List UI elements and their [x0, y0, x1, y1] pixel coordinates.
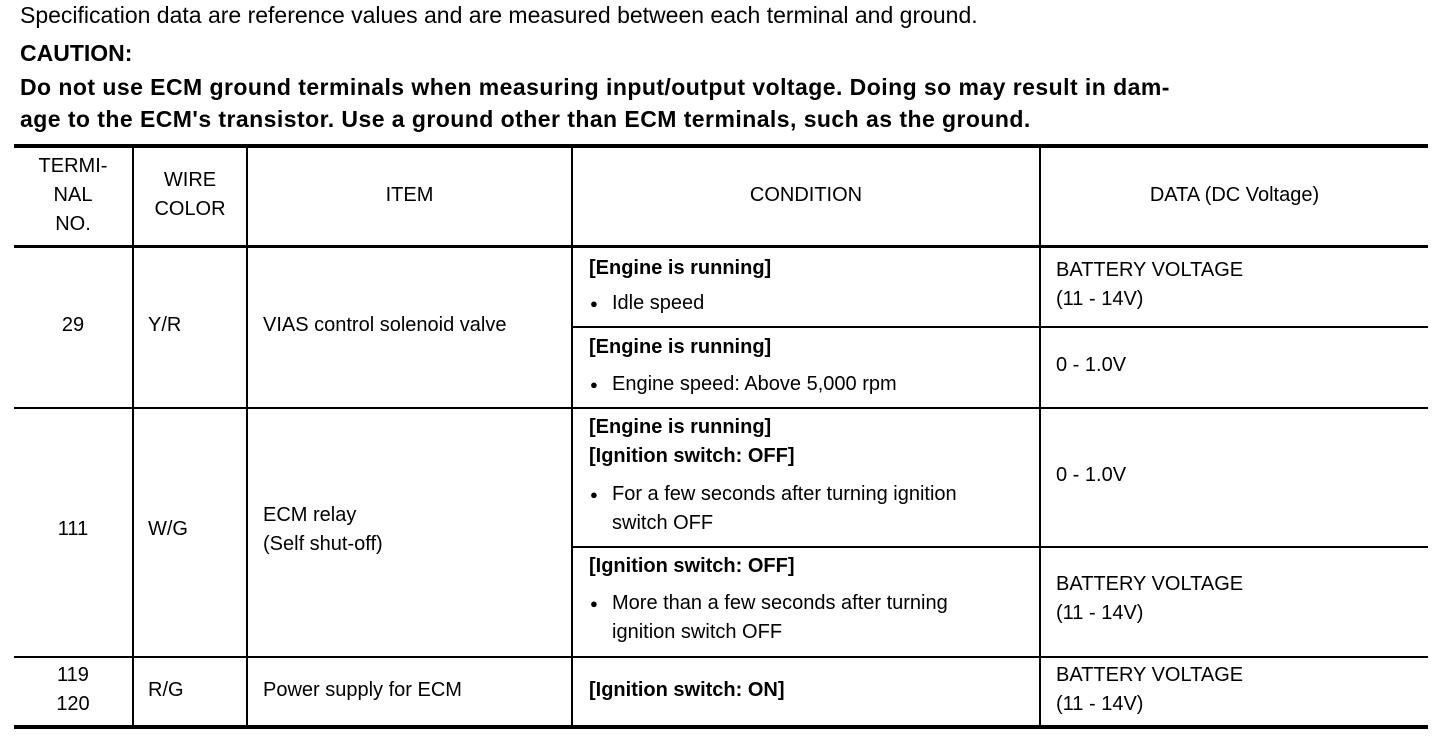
data-value: 0 - 1.0V: [1056, 464, 1127, 486]
rule: [132, 148, 134, 726]
data-value: 0 - 1.0V: [1056, 354, 1127, 376]
caution-line-1: Do not use ECM ground terminals when measuring input/output voltage. Doing so may result in dam-: [20, 74, 1170, 100]
condition-bullet: ● For a few seconds after turning ignition switch OFF: [612, 480, 957, 538]
condition-head: [Ignition switch: OFF]: [589, 555, 795, 577]
condition-head: [Engine is running]: [589, 257, 772, 279]
wire-color: R/G: [148, 679, 184, 701]
data-value: BATTERY VOLTAGE (11 - 14V): [1056, 664, 1244, 715]
header-item: ITEM: [385, 184, 434, 206]
condition-head: [Ignition switch: ON]: [589, 679, 785, 701]
item: VIAS control solenoid valve: [263, 314, 507, 336]
rule: [1039, 148, 1041, 726]
intro-text: Specification data are reference values and are measured between each terminal and ground.: [20, 2, 978, 28]
rule: [14, 656, 1428, 658]
rule: [572, 546, 1428, 548]
rule: [14, 725, 1428, 729]
wire-color: Y/R: [148, 314, 182, 336]
data-value: BATTERY VOLTAGE (11 - 14V): [1056, 259, 1244, 310]
terminal-no: 111: [57, 518, 89, 540]
header-condition: CONDITION: [749, 184, 863, 206]
wire-color: W/G: [148, 518, 188, 540]
rule: [571, 148, 573, 726]
header-wire-color: WIRE COLOR: [154, 169, 226, 220]
header-data: DATA (DC Voltage): [1149, 184, 1320, 206]
item: Power supply for ECM: [263, 679, 462, 701]
condition-head: [Engine is running] [Ignition switch: OFF]: [589, 416, 795, 467]
terminal-no: 29: [61, 314, 85, 336]
condition-head: [Engine is running]: [589, 336, 772, 358]
header-terminal: TERMI- NAL NO.: [38, 155, 108, 235]
caution-line-2: age to the ECM's transistor. Use a ground other than ECM terminals, such as the ground.: [20, 106, 1031, 132]
data-value: BATTERY VOLTAGE (11 - 14V): [1056, 573, 1244, 624]
item: ECM relay (Self shut-off): [263, 504, 383, 555]
condition-bullet: ● Engine speed: Above 5,000 rpm: [612, 370, 897, 399]
terminal-no: 119 120: [56, 664, 90, 715]
rule: [14, 407, 1428, 409]
condition-bullet: ● More than a few seconds after turning ignition switch OFF: [612, 589, 948, 647]
rule: [14, 144, 1428, 148]
caution-title: CAUTION:: [20, 40, 133, 66]
rule: [14, 245, 1428, 248]
rule: [572, 326, 1428, 328]
condition-bullet: ● Idle speed: [612, 289, 704, 318]
rule: [246, 148, 248, 726]
